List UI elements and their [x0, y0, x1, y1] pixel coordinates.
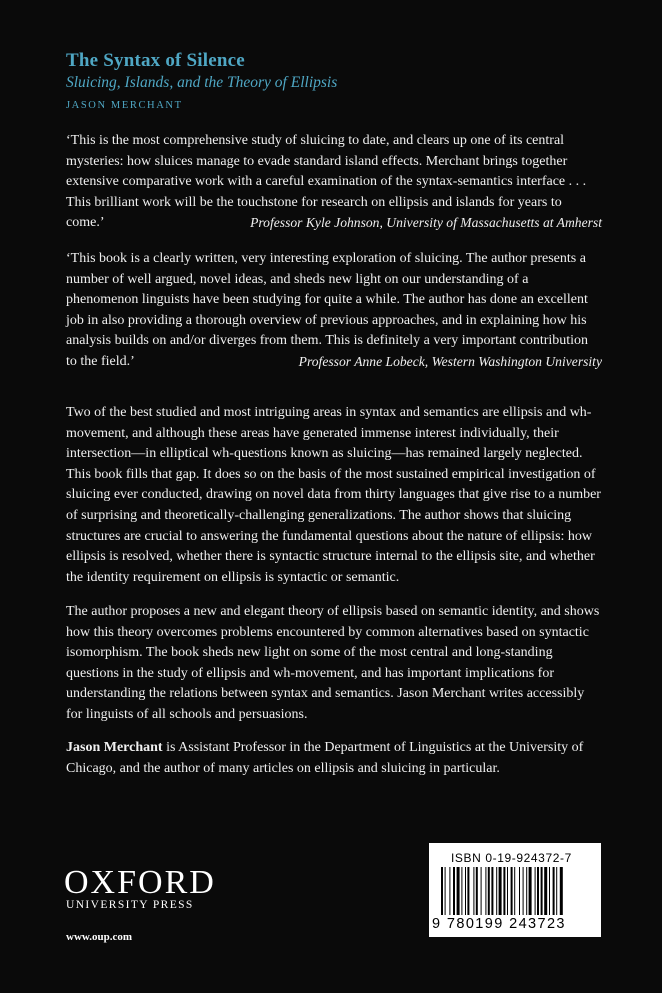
book-author: JASON MERCHANT	[66, 100, 183, 111]
description-text: The author proposes a new and elegant theory of ellipsis based on semantic identity, and shows how this theory overcomes problems encountered by common alternatives based on syntactic isomorphism. The book sheds new light on some of the most central and long-standing questions in the study of ellipsis and wh-movement, and has important implications for understanding the relations between syntax and semantics. Jason Merchant writes accessibly for linguists of all schools and persuasions.	[66, 604, 600, 722]
barcode-digits: 9 780199 243723	[432, 916, 566, 932]
author-bio	[66, 738, 602, 779]
publisher-url[interactable]: www.oup.com	[66, 931, 133, 943]
isbn-label: ISBN 0-19-924372-7	[451, 851, 572, 865]
book-title: The Syntax of Silence	[66, 50, 245, 71]
book-subtitle: Sluicing, Islands, and the Theory of Ellipsis	[66, 74, 338, 91]
review-attribution: Professor Anne Lobeck, Western Washington University	[298, 353, 602, 369]
barcode-icon	[437, 867, 593, 917]
description-paragraph	[66, 403, 602, 588]
description-paragraph	[66, 602, 602, 726]
review-quote	[66, 249, 602, 373]
review-quote-text: ‘This book is a clearly written, very interesting exploration of sluicing. The author presents a number of well argued, novel ideas, and sheds new light on our understanding of a phenomenon linguists have been studying for quite a while. The author has done an excellent job in also providing a thorough overview of previous approaches, and in explaining how his analysis builds on and/or diverges from them. This is definitely a very important contribution to the field.’	[66, 251, 589, 369]
publisher-press: UNIVERSITY PRESS	[66, 899, 194, 911]
publisher-logo: OXFORD	[64, 864, 216, 901]
author-bio-name: Jason Merchant	[66, 740, 163, 755]
review-attribution: Professor Kyle Johnson, University of Massachusetts at Amherst	[250, 215, 602, 231]
author-bio-text: is Assistant Professor in the Department of Linguistics at the University of Chicago, and the author of many articles on ellipsis and sluicing in particular.	[66, 740, 584, 776]
description-text: Two of the best studied and most intriguing areas in syntax and semantics are ellipsis and wh-movement, and although these areas have generated immense interest individually, their intersection—in elliptical wh-questions known as sluicing—has remained largely neglected. This book fills that gap. It does so on the basis of the most sustained empirical investigation of sluicing ever conducted, drawing on novel data from thirty languages that give rise to a number of surprising and theoretically-challenging generalizations. The author shows that sluicing structures are crucial to answering the fundamental questions about the nature of ellipsis: how ellipsis is resolved, whether there is syntactic structure internal to the ellipsis site, and whether the identity requirement on ellipsis is syntactic or semantic.	[66, 405, 601, 585]
review-quote-text: ‘This is the most comprehensive study of sluicing to date, and clears up one of its central mysteries: how sluices manage to evade standard island effects. Merchant brings together extensive comparative work with a careful examination of the syntax-semantics interface . . . This brilliant work will be the touchstone for research on ellipsis and islands for years to come.’	[66, 133, 587, 231]
review-quote	[66, 131, 602, 234]
